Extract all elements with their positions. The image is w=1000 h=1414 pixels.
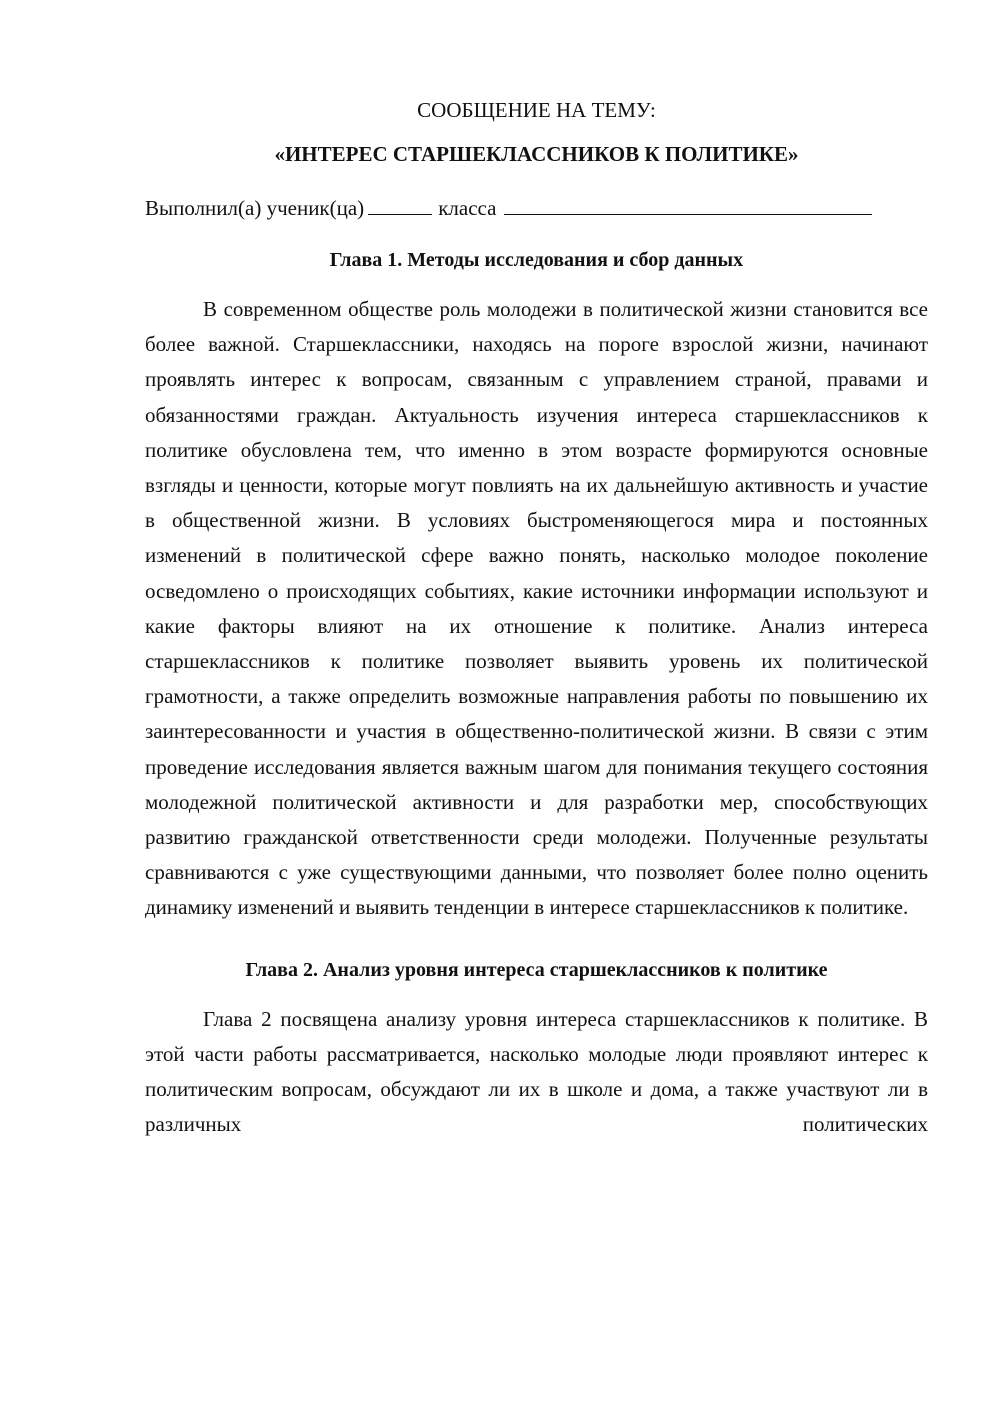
chapter-1-heading: Глава 1. Методы исследования и сбор данных xyxy=(329,249,744,271)
document-title-topic: «ИНТЕРЕС СТАРШЕКЛАССНИКОВ К ПОЛИТИКЕ» xyxy=(274,142,799,166)
document-page xyxy=(145,96,928,1178)
class-label: класса xyxy=(438,196,497,220)
class-name-blank-field[interactable] xyxy=(504,194,872,215)
chapter-1-paragraph: В современном обществе роль молодежи в политической жизни становится все более важной. Старшеклассники, находясь на пороге взрослой жизни, начинают проявлять интерес к вопросам, связанным с управлением страной, правами и обязанностями граждан. Актуальность изучения интереса старшеклассников к политике обусловлена тем, что именно в этом возрасте формируются основные взгляды и ценности, которые могут повлиять на их дальнейшую активность и участие в общественной жизни. В условиях быстроменяющегося мира и постоянных изменений в политической сфере важно понять, насколько молодое поколение осведомлено о происходящих событиях, какие источники информации используют и какие факторы влияют на их отношение к политике. Анализ интереса старшеклассников к политике позволяет выявить уровень их политической грамотности, а также определить возможные направления работы по повышению их заинтересованности и участия в общественно-политической жизни. В связи с этим проведение исследования является важным шагом для понимания текущего состояния молодежной политической активности и для разработки мер, способствующих развитию гражданской ответственности среди молодежи. Полученные результаты сравниваются с уже существующими данными, что позволяет более полно оценить динамику изменений и выявить тенденции в интересе старшеклассников к политике. xyxy=(145,297,928,920)
document-title-line-1: СООБЩЕНИЕ НА ТЕМУ: xyxy=(417,98,656,122)
chapter-2-paragraph: Глава 2 посвящена анализу уровня интереса старшеклассников к политике. В этой части работы рассматривается, насколько молодые люди проявляют интерес к политическим вопросам, обсуждают ли их в школе и дома, а также участвуют ли в различных политических xyxy=(145,1006,928,1137)
author-label: Выполнил(а) ученик(ца) xyxy=(145,196,365,220)
grade-blank-field[interactable] xyxy=(368,194,432,215)
author-line xyxy=(145,194,928,222)
chapter-2-heading: Глава 2. Анализ уровня интереса старшеклассников к политике xyxy=(245,958,828,981)
